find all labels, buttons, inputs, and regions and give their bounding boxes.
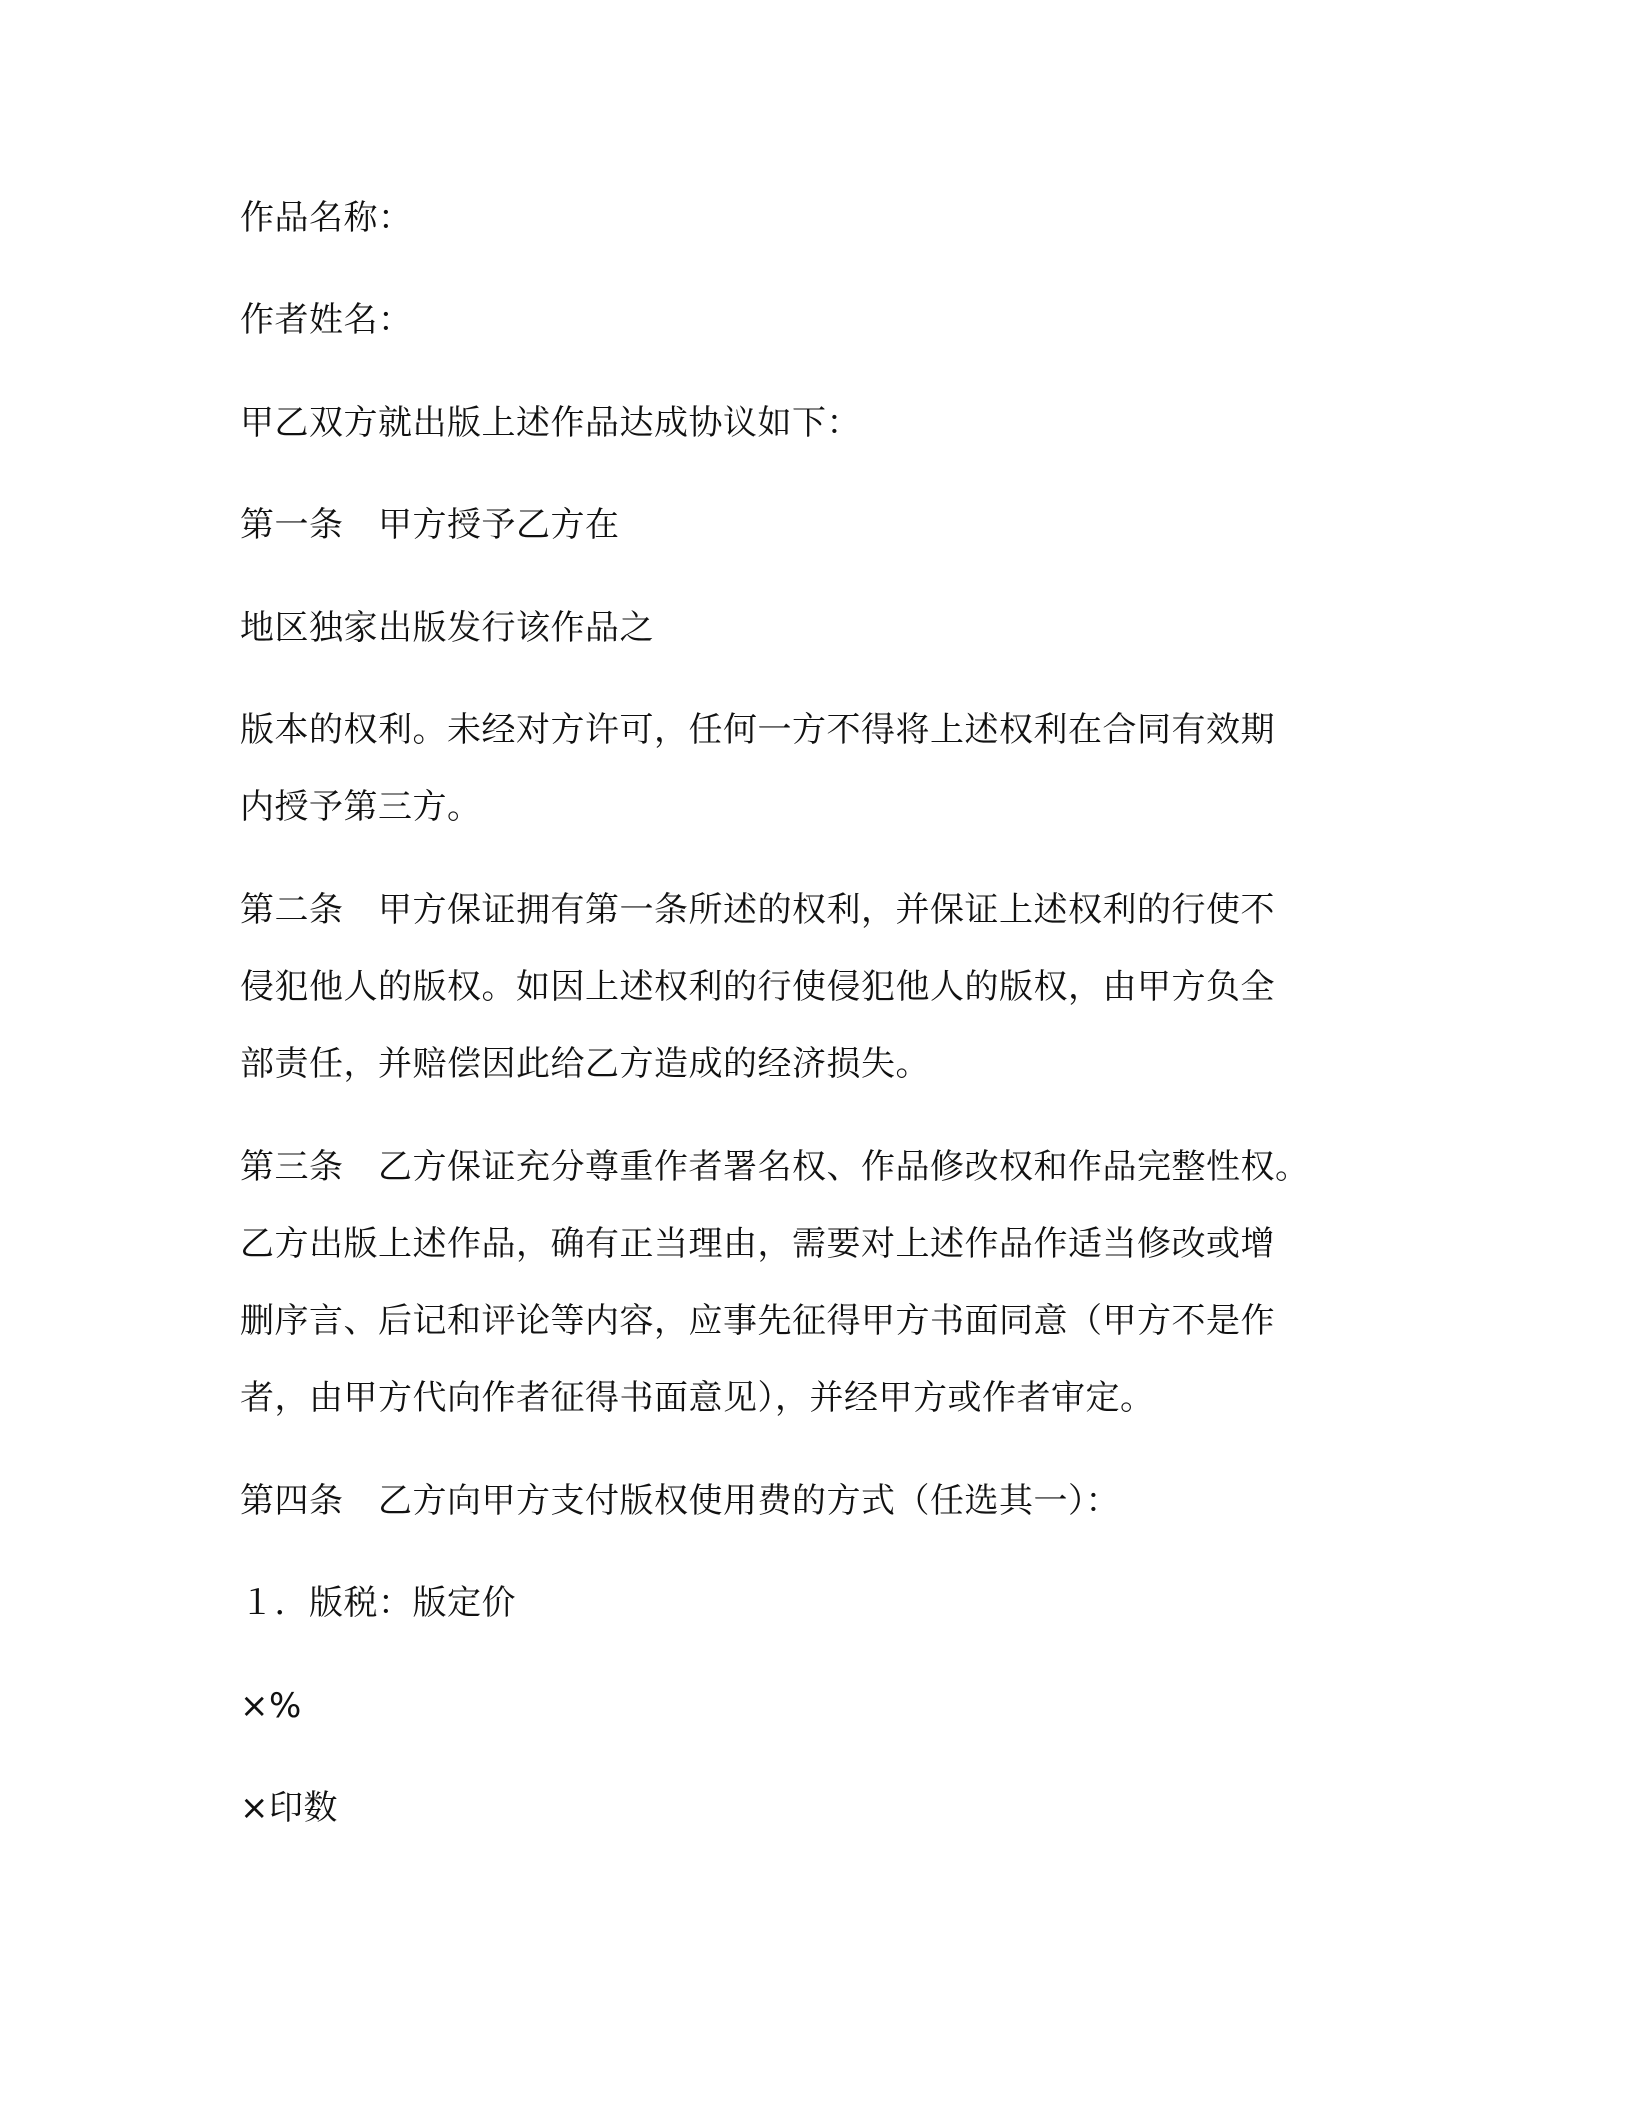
- article-2-line-2: 侵犯他人的版权。如因上述权利的行使侵犯他人的版权，由甲方负全: [240, 967, 1275, 1007]
- article-4-line-1: 第四条 乙方向甲方支付版权使用费的方式（任选其一）：: [240, 1481, 1120, 1521]
- field-author-name: 作者姓名：: [240, 300, 413, 340]
- article-1-line-2: 地区独家出版发行该作品之: [240, 608, 654, 648]
- agreement-preamble: 甲乙双方就出版上述作品达成协议如下：: [240, 403, 861, 443]
- article-2-line-1: 第二条 甲方保证拥有第一条所述的权利，并保证上述权利的行使不: [240, 890, 1275, 930]
- field-work-title: 作品名称：: [240, 198, 413, 238]
- article-3-line-3: 删序言、后记和评论等内容，应事先征得甲方书面同意（甲方不是作: [240, 1301, 1275, 1341]
- article-3-line-1: 第三条 乙方保证充分尊重作者署名权、作品修改权和作品完整性权。: [240, 1147, 1310, 1187]
- article-1-line-1: 第一条 甲方授予乙方在: [240, 505, 620, 545]
- article-1-line-4: 内授予第三方。: [240, 787, 482, 827]
- article-3-line-4: 者，由甲方代向作者征得书面意见），并经甲方或作者审定。: [240, 1378, 1155, 1418]
- article-3-line-2: 乙方出版上述作品，确有正当理由，需要对上述作品作适当修改或增: [240, 1224, 1275, 1264]
- royalty-rate: ×%: [240, 1686, 302, 1726]
- royalty-print-run: ×印数: [240, 1788, 338, 1828]
- article-2-line-3: 部责任，并赔偿因此给乙方造成的经济损失。: [240, 1044, 930, 1084]
- article-1-line-3: 版本的权利。未经对方许可，任何一方不得将上述权利在合同有效期: [240, 710, 1275, 750]
- royalty-option-1: １．版税：版定价: [240, 1583, 516, 1623]
